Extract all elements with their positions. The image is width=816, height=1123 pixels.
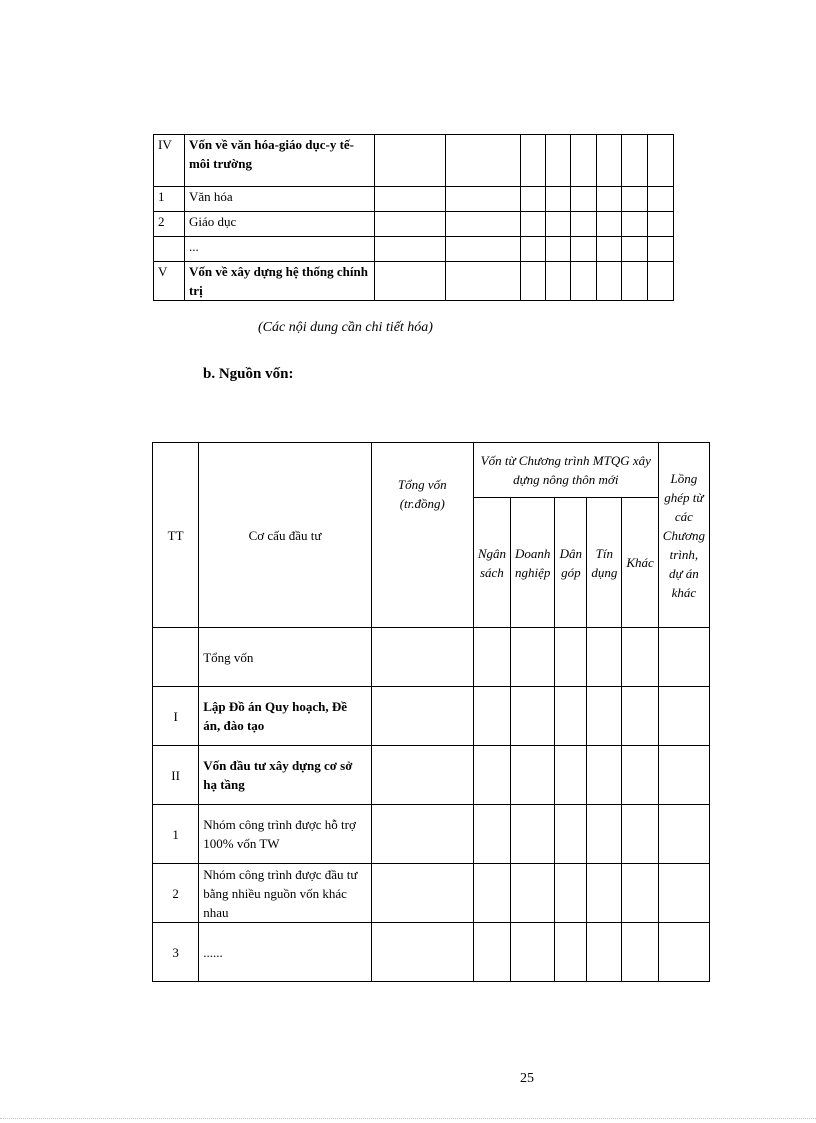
header-enterprise: Doanh nghiệp bbox=[510, 498, 554, 628]
row-label: Vốn về văn hóa-giáo dục-y tế-môi trường bbox=[184, 135, 374, 187]
row-label: Vốn đầu tư xây dựng cơ sở hạ tầng bbox=[199, 746, 372, 805]
row-number: 1 bbox=[154, 187, 185, 212]
row-number bbox=[154, 237, 185, 262]
header-credit: Tín dụng bbox=[587, 498, 622, 628]
table-row bbox=[154, 212, 674, 237]
header-total: Tổng vốn (tr.đồng) bbox=[371, 443, 473, 628]
row-label: Nhóm công trình được hỗ trợ 100% vốn TW bbox=[199, 805, 372, 864]
header-integrated: Lồng ghép từ các Chương trình, dự án khác bbox=[658, 443, 709, 628]
page-bottom-divider bbox=[0, 1118, 816, 1119]
header-other: Khác bbox=[622, 498, 658, 628]
row-label: Văn hóa bbox=[184, 187, 374, 212]
row-label: Nhóm công trình được đầu tư bằng nhiều nguồn vốn khác nhau bbox=[199, 864, 372, 923]
header-structure: Cơ cấu đầu tư bbox=[199, 443, 372, 628]
row-label: Lập Đồ án Quy hoạch, Đề án, đào tạo bbox=[199, 687, 372, 746]
table-row bbox=[154, 187, 674, 212]
row-number: 2 bbox=[153, 864, 199, 923]
header-contribution: Dân góp bbox=[555, 498, 587, 628]
funding-source-table bbox=[152, 442, 710, 982]
row-label: ...... bbox=[199, 923, 372, 982]
section-title: b. Nguồn vốn: bbox=[203, 366, 294, 382]
table-row bbox=[153, 687, 710, 746]
detail-note: (Các nội dung cần chi tiết hóa) bbox=[258, 320, 433, 335]
row-number bbox=[153, 628, 199, 687]
table-row bbox=[153, 923, 710, 982]
row-label: ... bbox=[184, 237, 374, 262]
row-label: Tổng vốn bbox=[199, 628, 372, 687]
header-program: Vốn từ Chương trình MTQG xây dựng nông thôn mới bbox=[473, 443, 658, 498]
capital-table-continued bbox=[153, 134, 674, 301]
row-number: V bbox=[154, 262, 185, 301]
table-row bbox=[153, 746, 710, 805]
row-number: 2 bbox=[154, 212, 185, 237]
table-row bbox=[153, 805, 710, 864]
row-number: II bbox=[153, 746, 199, 805]
row-number: I bbox=[153, 687, 199, 746]
table-row bbox=[154, 135, 674, 187]
table-row bbox=[153, 628, 710, 687]
row-number: 3 bbox=[153, 923, 199, 982]
table-row bbox=[154, 262, 674, 301]
row-label: Vốn về xây dựng hệ thống chính trị bbox=[184, 262, 374, 301]
row-label: Giáo dục bbox=[184, 212, 374, 237]
table-row bbox=[154, 237, 674, 262]
row-number: 1 bbox=[153, 805, 199, 864]
row-number: IV bbox=[154, 135, 185, 187]
table-header-row bbox=[153, 443, 710, 498]
page-number: 25 bbox=[520, 1071, 534, 1086]
header-tt: TT bbox=[153, 443, 199, 628]
header-budget: Ngân sách bbox=[473, 498, 510, 628]
table-row bbox=[153, 864, 710, 923]
